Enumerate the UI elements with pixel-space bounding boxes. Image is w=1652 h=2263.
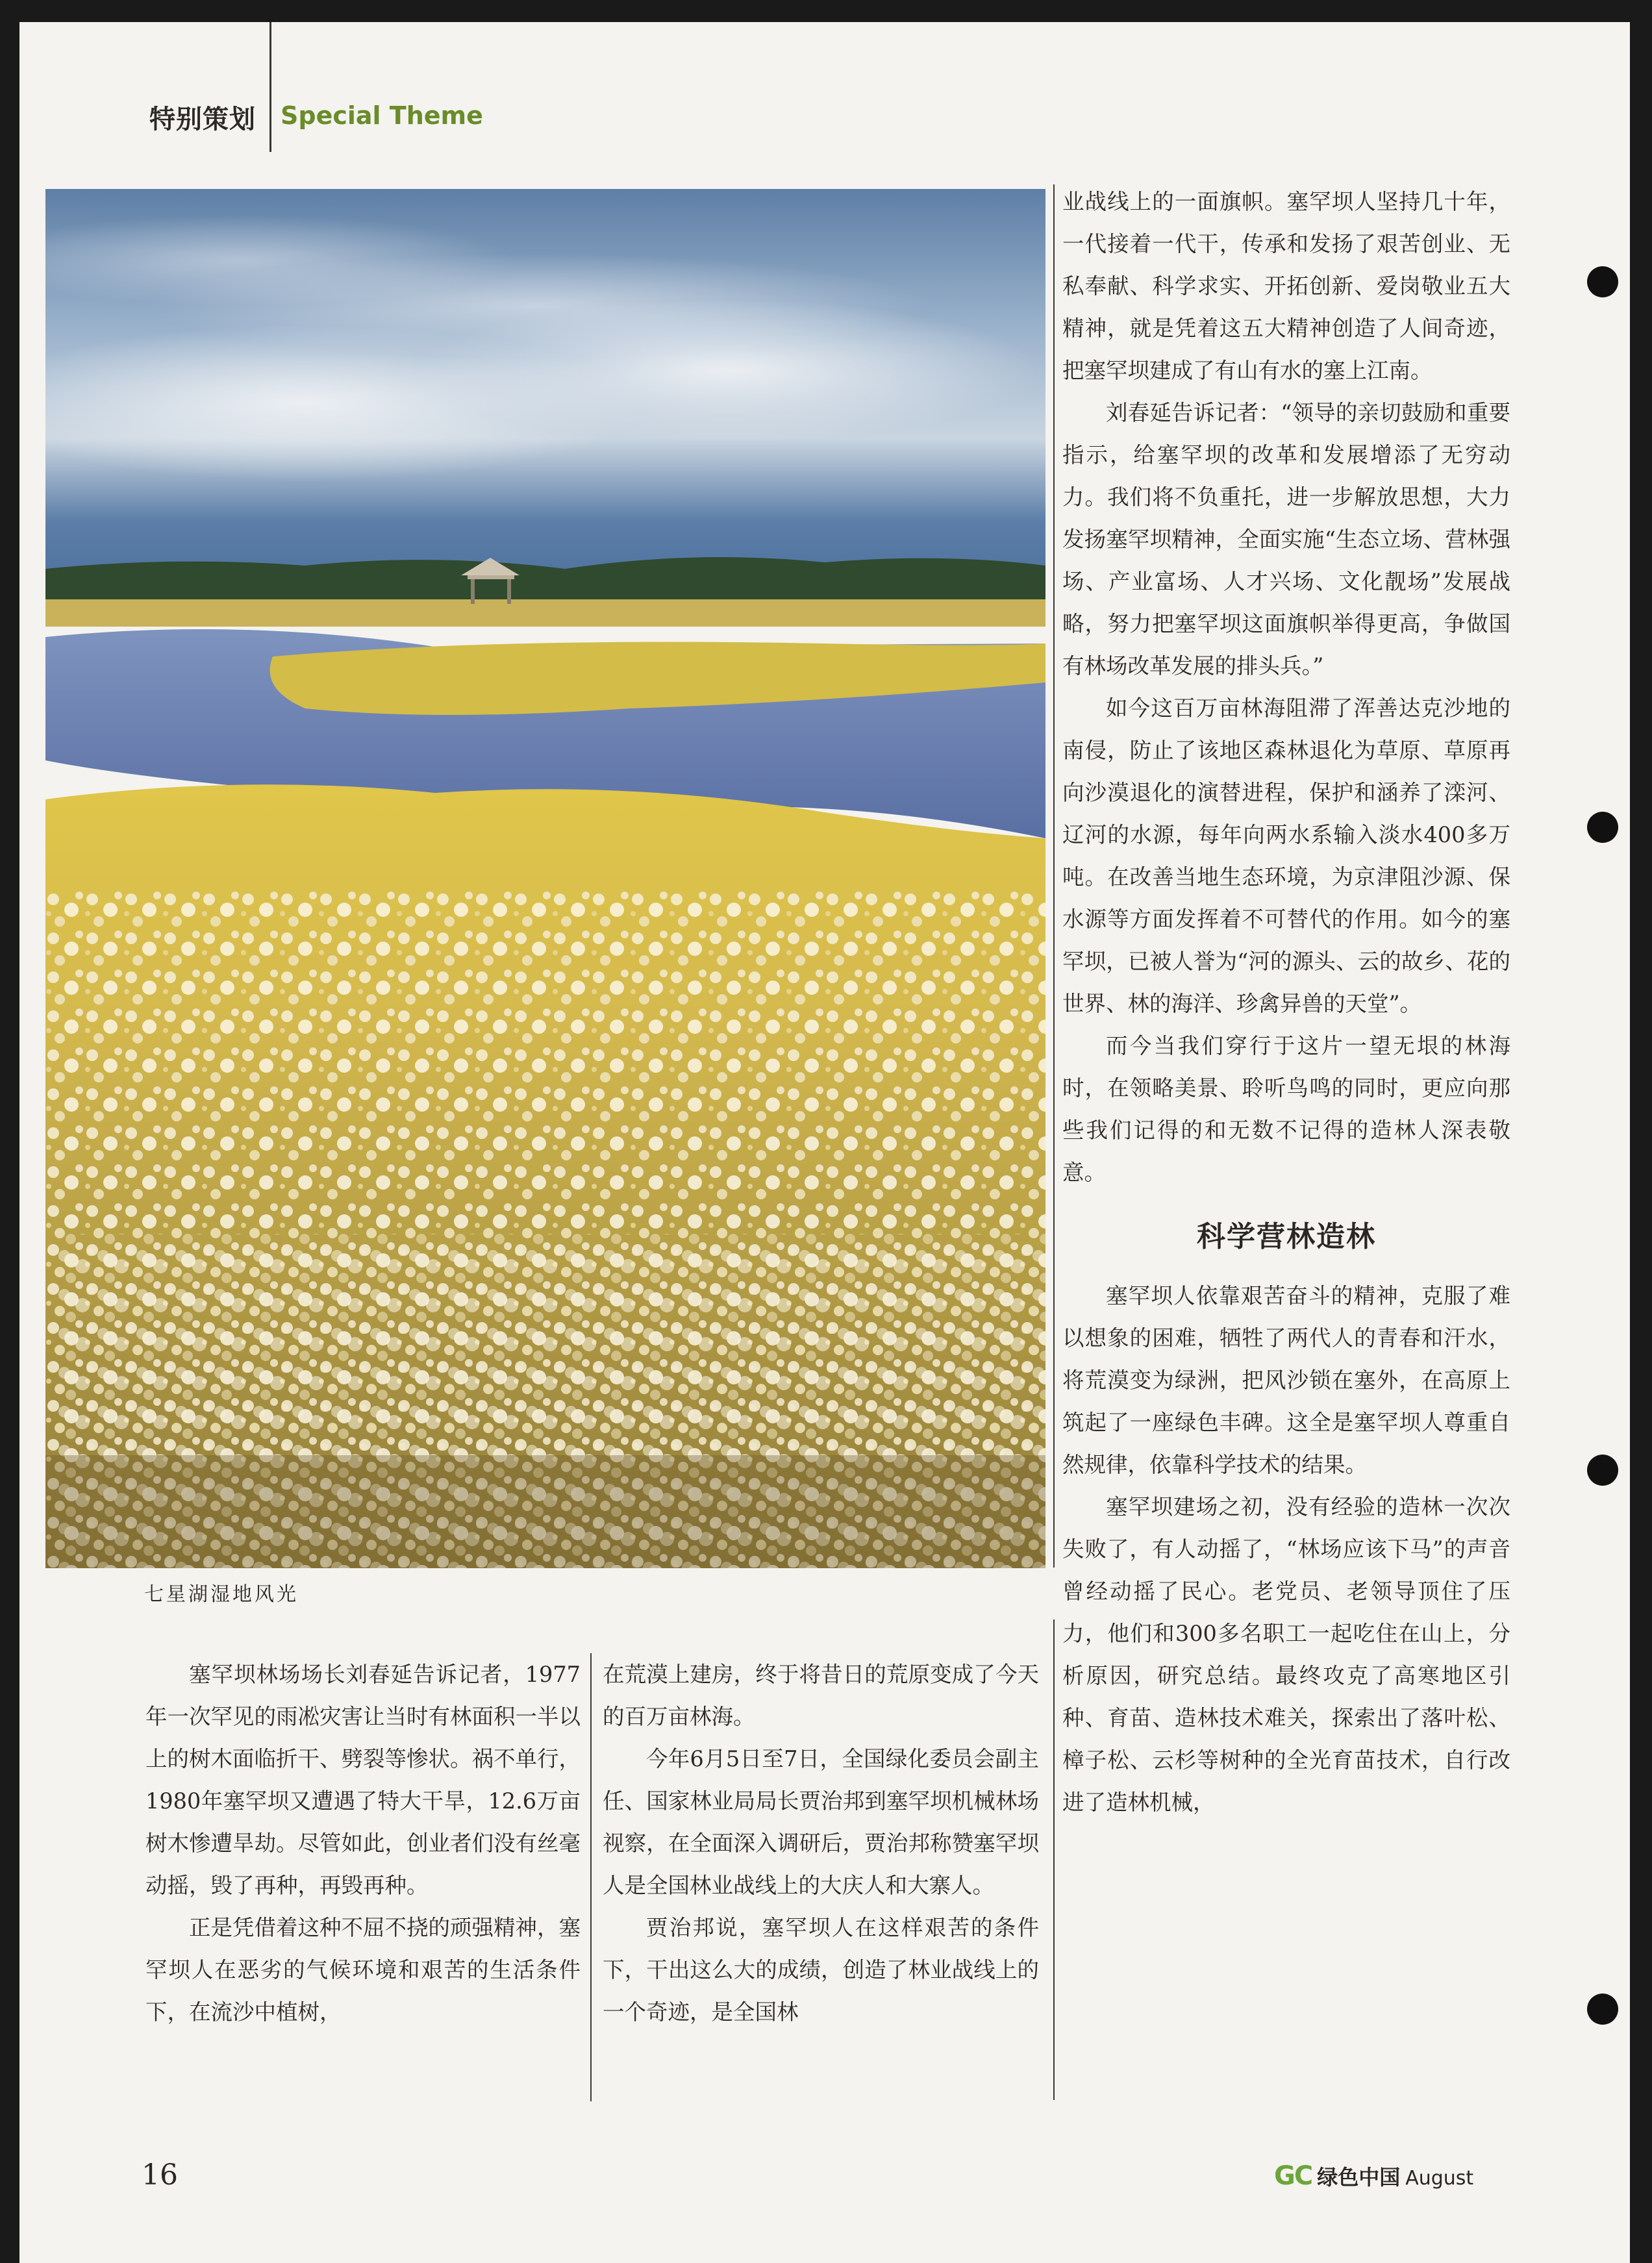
wetland-photo-illustration: [45, 189, 1045, 1568]
magazine-page: [19, 22, 1630, 2263]
paragraph: 今年6月5日至7日，全国绿化委员会副主任、国家林业局局长贾治邦到塞罕坝机械林场视察，在全面深入调研后，贾治邦称赞塞罕坝人是全国林业战线上的大庆人和大寨人。: [603, 1746, 1039, 1898]
column-divider: [1053, 1619, 1055, 2100]
binder-hole: [1587, 812, 1618, 843]
magazine-footer: [1274, 2161, 1473, 2191]
paragraph: 贾治邦说，塞罕坝人在这样艰苦的条件下，干出这么大的成绩，创造了林业战线上的一个奇迹，是全国林: [603, 1915, 1039, 2025]
wetland-photo: [45, 189, 1045, 1568]
paragraph: 而今当我们穿行于这片一望无垠的林海时，在领略美景、聆听鸟鸣的同时，更应向那些我们记得的和无数不记得的造林人深表敬意。: [1062, 1033, 1510, 1185]
paragraph: 如今这百万亩林海阻滞了浑善达克沙地的南侵，防止了该地区森林退化为草原、草原再向沙漠退化的演替进程，保护和涵养了滦河、辽河的水源，每年向两水系输入淡水400多万吨。在改善当地生态环境，为京津阻沙源、保水源等方面发挥着不可替代的作用。如今的塞罕坝，已被人誉为“河的源头、云的故乡、花的世界、林的海洋、珍禽异兽的天堂”。: [1062, 695, 1510, 1016]
bottom-middle-column: [603, 1653, 1039, 2033]
column-divider: [1053, 184, 1055, 1568]
paragraph: 在荒漠上建房，终于将昔日的荒原变成了今天的百万亩林海。: [603, 1662, 1039, 1729]
column-divider: [590, 1653, 592, 2101]
magazine-name: 绿色中国: [1317, 2165, 1401, 2190]
paragraph: 塞罕坝建场之初，没有经验的造林一次次失败了，有人动摇了，“林场应该下马”的声音曾经动摇了民心。老党员、老领导顶住了压力，他们和300多名职工一起吃住在山上，分析原因，研究总结。最终攻克了高寒地区引种、育苗、造林技术难关，探索出了落叶松、樟子松、云杉等树种的全光育苗技术，自行改进了造林机械，: [1062, 1494, 1510, 1815]
header-divider: [269, 22, 271, 152]
binder-hole: [1587, 1455, 1618, 1486]
section-title-cn: 特别策划: [149, 105, 256, 134]
photo-caption: 七星湖湿地风光: [144, 1583, 299, 1606]
paragraph: 刘春延告诉记者：“领导的亲切鼓励和重要指示，给塞罕坝的改革和发展增添了无穷动力。我们将不负重托，进一步解放思想，大力发扬塞罕坝精神，全面实施“生态立场、营林强场、产业富场、人才兴场、文化靓场”发展战略，努力把塞罕坝这面旗帜举得更高，争做国有林场改革发展的排头兵。”: [1062, 400, 1510, 679]
paragraph: 塞罕坝人依靠艰苦奋斗的精神，克服了难以想象的困难，牺牲了两代人的青春和汗水，将荒漠变为绿洲，把风沙锁在塞外，在高原上筑起了一座绿色丰碑。这全是塞罕坝人尊重自然规律，依靠科学技术的结果。: [1062, 1283, 1510, 1477]
page-number: 16: [142, 2158, 178, 2192]
issue-month: August: [1405, 2167, 1474, 2190]
paragraph: 塞罕坝林场场长刘春延告诉记者，1977年一次罕见的雨凇灾害让当时有林面积一半以上的树木面临折干、劈裂等惨状。祸不单行，1980年塞罕坝又遭遇了特大干旱，12.6万亩树木惨遭旱劫。尽管如此，创业者们没有丝毫动摇，毁了再种，再毁再种。: [145, 1662, 581, 1898]
paragraph: 业战线上的一面旗帜。塞罕坝人坚持几十年，一代接着一代干，传承和发扬了艰苦创业、无私奉献、科学求实、开拓创新、爱岗敬业五大精神，就是凭着这五大精神创造了人间奇迹，把塞罕坝建成了有山有水的塞上江南。: [1062, 189, 1510, 383]
paragraph: 正是凭借着这种不屈不挠的顽强精神，塞罕坝人在恶劣的气候环境和艰苦的生活条件下，在流沙中植树，: [145, 1915, 581, 2025]
subheading: 科学营林造林: [1197, 1220, 1376, 1253]
section-title-en: Special Theme: [281, 101, 483, 130]
binder-hole: [1587, 1994, 1618, 2025]
right-column: [1062, 181, 1510, 1823]
bottom-left-column: [145, 1653, 581, 2033]
binder-hole: [1587, 266, 1618, 297]
gc-logo: GC: [1274, 2161, 1312, 2191]
